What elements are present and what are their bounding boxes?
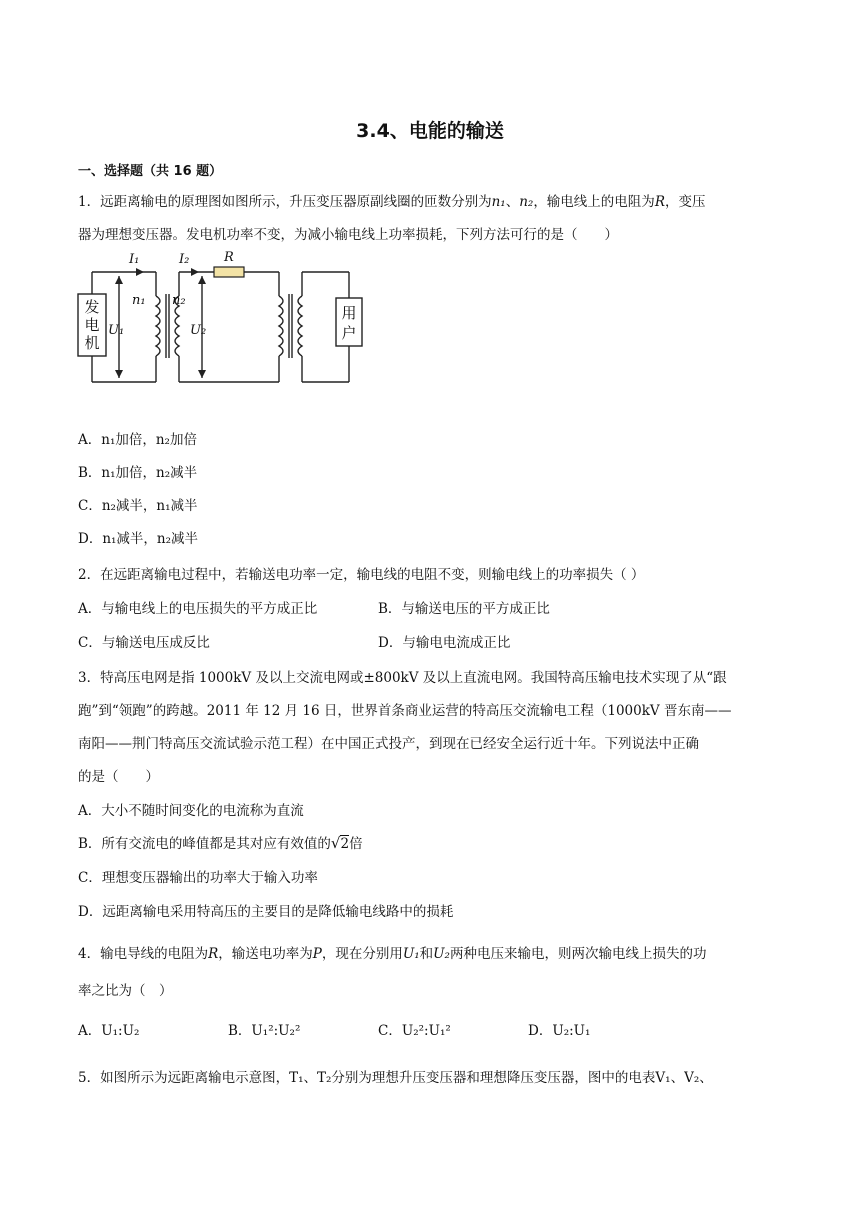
q1-option-a: A．n₁加倍，n₂加倍	[78, 432, 197, 448]
generator-char-3: 机	[84, 334, 100, 352]
q1-R: R	[654, 194, 665, 210]
q4-R: R	[208, 946, 219, 962]
q1-sep: 、	[505, 194, 520, 210]
q3-option-a: A．大小不随时间变化的电流称为直流	[78, 803, 304, 819]
q4-option-d: D．U₂:U₁	[528, 1023, 591, 1039]
q1-n2: n₂	[519, 194, 534, 210]
page-title: 3.4、电能的输送	[356, 120, 504, 142]
q5-stem-line1: 5．如图所示为远距离输电示意图，T₁、T₂分别为理想升压变压器和理想降压变压器，图中的电表V₁、V₂、	[78, 1070, 713, 1086]
sqrt-symbol: √	[330, 834, 341, 852]
label-U2: U₂	[190, 323, 207, 338]
q4-stem-line2: 率之比为（ ）	[78, 983, 173, 999]
q4-and: 和	[419, 946, 434, 962]
q4-option-c: C．U₂²:U₁²	[378, 1023, 451, 1039]
q4-text-d: 两种电压来输电，则两次输电线上损失的功	[449, 946, 707, 962]
q1-text-c: ，变压	[664, 194, 706, 210]
user-char-2: 户	[341, 324, 357, 342]
q4-option-a: A．U₁:U₂	[78, 1023, 140, 1039]
label-I2: I₂	[179, 252, 190, 267]
label-U1: U₁	[108, 323, 125, 338]
sqrt-value: 2	[340, 836, 350, 852]
q1-option-b: B．n₁加倍，n₂减半	[78, 465, 198, 481]
section-heading: 一、选择题（共 16 题）	[78, 164, 223, 179]
generator-char-1: 发	[84, 298, 100, 316]
q4-text: 4．输电导线的电阻为	[78, 946, 209, 962]
q4-stem-line1	[78, 942, 706, 962]
q1-option-c: C．n₂减半，n₁减半	[78, 498, 198, 514]
q4-U1: U₁	[402, 946, 420, 962]
q2-option-a: A．与输电线上的电压损失的平方成正比	[78, 601, 318, 617]
q3-stem-line1: 3．特高压电网是指 1000kV 及以上交流电网或±800kV 及以上直流电网。我国特高压输电技术实现了从“跟	[78, 670, 727, 686]
q1-text: 1．远距离输电的原理图如图所示，升压变压器原副线圈的匝数分别为	[78, 194, 492, 210]
label-I1: I₁	[129, 252, 140, 267]
q3-stem-line4: 的是（ ）	[78, 769, 159, 785]
q3-stem-line3: 南阳——荆门特高压交流试验示范工程）在中国正式投产，到现在已经安全运行近十年。下列说法中正确	[78, 736, 699, 752]
q2-option-b: B．与输送电压的平方成正比	[378, 601, 550, 617]
q1-text-b: ，输电线上的电阻为	[533, 194, 655, 210]
q4-P: P	[312, 946, 322, 962]
resistor-R	[214, 267, 244, 277]
q4-text-c: ，现在分别用	[321, 946, 403, 962]
q2-option-c: C．与输送电压成反比	[78, 635, 210, 651]
q3-stem-line2: 跑”到“领跑”的跨越。2011 年 12 月 16 日，世界首条商业运营的特高压交流输电工程（1000kV 晋东南——	[78, 703, 732, 719]
q4-option-b: B．U₁²:U₂²	[228, 1023, 301, 1039]
label-n1: n₁	[132, 293, 146, 308]
q1-stem-line1	[78, 190, 705, 210]
q2-stem: 2．在远距离输电过程中，若输送电功率一定，输电线的电阻不变，则输电线上的功率损失（ ）	[78, 567, 645, 583]
user-char-1: 用	[341, 304, 357, 322]
q3-option-c: C．理想变压器输出的功率大于输入功率	[78, 870, 318, 886]
label-n2: n₂	[172, 293, 186, 308]
q1-stem-line2: 器为理想变压器。发电机功率不变，为减小输电线上功率损耗，下列方法可行的是（ ）	[78, 227, 618, 243]
generator-char-2: 电	[84, 316, 100, 334]
q4-U2: U₂	[433, 946, 450, 962]
q4-text-b: ，输送电功率为	[218, 946, 313, 962]
label-R: R	[224, 250, 234, 265]
q3-option-b-text: B．所有交流电的峰值都是其对应有效值的	[78, 836, 331, 852]
q1-option-d: D．n₁减半，n₂减半	[78, 531, 199, 547]
q3-option-b	[78, 832, 363, 852]
q1-n1: n₁	[491, 194, 506, 210]
q3-option-d: D．远距离输电采用特高压的主要目的是降低输电线路中的损耗	[78, 904, 454, 920]
transmission-circuit-diagram	[74, 246, 364, 386]
q3-option-b-suffix: 倍	[349, 836, 363, 852]
q2-option-d: D．与输电电流成正比	[378, 635, 511, 651]
